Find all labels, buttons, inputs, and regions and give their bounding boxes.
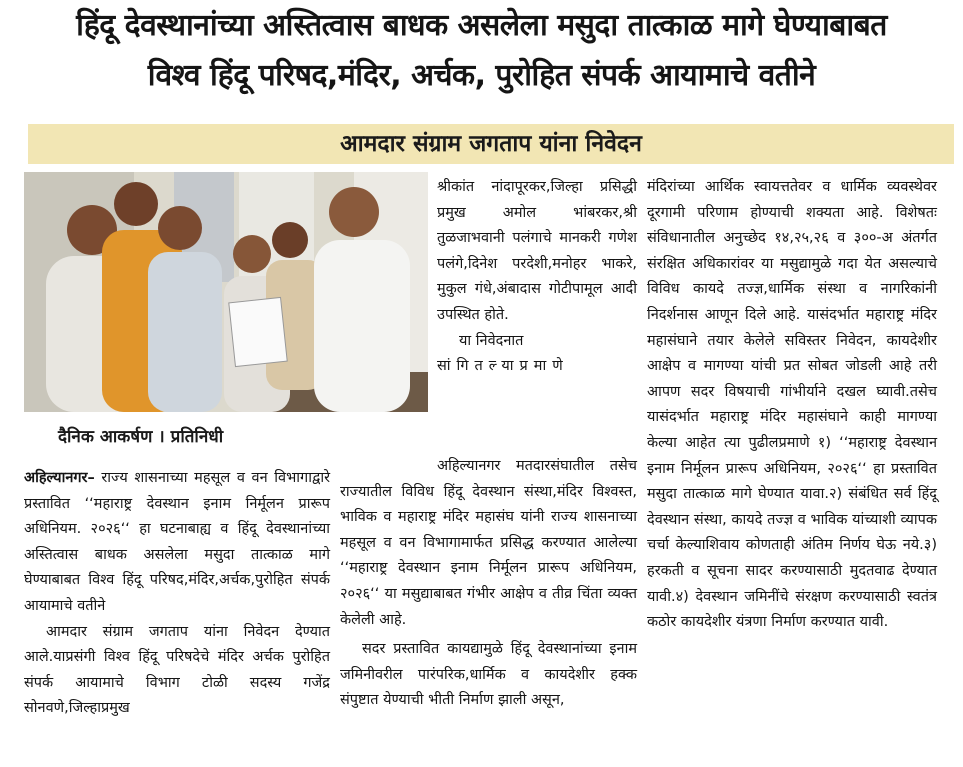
col2-paragraph-2-spaced: सांगितल्याप्रमाणे xyxy=(437,358,569,375)
article-column-2-bottom xyxy=(340,454,637,714)
article-column-2-top xyxy=(437,175,637,380)
group-photo-illustration xyxy=(24,172,428,412)
headline-line-1: हिंदू देवस्थानांच्या अस्तित्वास बाधक असलेला मसुदा तात्काळ मागे घेण्याबाबत xyxy=(76,8,887,43)
col1-paragraph-2: आमदार संग्राम जगताप यांना निवेदन देण्यात आले.याप्रसंगी विश्व हिंदू परिषदेचे मंदिर अर्चक पुरोहित संपर्क आयामाचे विभाग टोळी सदस्य गजेंद्र सोनवणे,जिल्हाप्रमुख xyxy=(24,623,330,717)
col1-paragraph-1-text: राज्य शासनाच्या महसूल व वन विभागाद्वारे प्रस्तावित ‘‘महाराष्ट्र देवस्थान इनाम निर्मूलन प्रारूप अधिनियम. २०२६‘‘ हा घटनाबाह्य व हिंदू देवस्थानांच्या अस्तित्वास बाधक असलेला मसुदा तात्काळ मागे घेण्याबाबत विश्व हिंदू परिषद,मंदिर,अर्चक,पुरोहित संपर्क आयामाचे वतीने xyxy=(24,470,331,614)
col1-paragraph-1 xyxy=(24,466,330,620)
dateline: अहिल्यानगर– xyxy=(24,470,95,486)
subheadline: आमदार संग्राम जगताप यांना निवेदन xyxy=(340,131,642,157)
news-photo xyxy=(24,172,428,412)
article-column-1 xyxy=(24,466,330,722)
subheadline-banner xyxy=(28,124,954,164)
col2-paragraph-1: श्रीकांत नांदापूरकर,जिल्हा प्रसिद्धी प्रमुख अमोल भांबरकर,श्री तुळजाभवानी पलंगाचे मानकरी गणेश पलंगे,दिनेश परदेशी,मनोहर भाकरे, मुकुल गंधे,अंबादास गोटीपामूल आदी उपस्थित होते. xyxy=(437,179,637,323)
col2-paragraph-2-rest: अहिल्यानगर मतदारसंघातील तसेच राज्यातील विविध हिंदू देवस्थान संस्था,मंदिर विश्वस्त, भाविक व महाराष्ट्र मंदिर महासंघ यांनी राज्य शासनाच्या महसूल व वन विभागामार्फत प्रसिद्ध करण्यात आलेल्या ‘‘महाराष्ट्र देवस्थान इनाम निर्मूलन प्रारूप अधिनियम, २०२६‘‘ या मसुद्याबाबत गंभीर आक्षेप व तीव्र चिंता व्यक्त केलेली आहे. xyxy=(340,458,637,628)
col3-paragraph-1: मंदिरांच्या आर्थिक स्वायत्ततेवर व धार्मिक व्यवस्थेवर दूरगामी परिणाम होण्याची शक्यता आहे. विशेषतः संविधानातील अनुच्छेद १४,२५,२६ व ३००-अ अंतर्गत संरक्षित अधिकारांवर या मसुद्यामुळे गदा येत असल्याचे विविध कायदे तज्ज्ञ,धार्मिक संस्था व नागरिकांनी निदर्शनास आणून दिले आहे. यासंदर्भात महाराष्ट्र मंदिर महासंघाने तयार केलेले सविस्तर निवेदन, कायदेशीर आक्षेप व मागण्या यांची प्रत सोबत जोडली आहे तरी आपण सदर विषयाची गांभीर्याने दखल घ्यावी.तसेच यासंदर्भात महाराष्ट्र मंदिर महासंघाने काही मागण्या केल्या आहेत त्या पुढीलप्रमाणे १) ‘‘महाराष्ट्र देवस्थान इनाम निर्मूलन प्रारूप अधिनियम, २०२६‘‘ हा प्रस्तावित मसुदा तात्काळ मागे घेण्यात यावा.२) संबंधित सर्व हिंदू देवस्थान संस्था, कायदे तज्ज्ञ व भाविक यांच्याशी व्यापक चर्चा केल्याशिवाय कोणताही अंतिम निर्णय घेऊ नये.३) हरकती व सूचना सादर करण्यासाठी मुदतवाढ देण्यात यावी.४) देवस्थान जमिनींचे संरक्षण करण्यासाठी स्वतंत्र कठोर कायदेशीर यंत्रणा निर्माण करण्यात यावी. xyxy=(647,179,937,631)
col2-paragraph-3: सदर प्रस्तावित कायद्यामुळे हिंदू देवस्थानांच्या इनाम जमिनीवरील पारंपरिक,धार्मिक व कायदेशीर हक्क संपुष्टात येण्याची भीती निर्माण झाली असून, xyxy=(340,641,637,709)
article-column-3 xyxy=(647,175,937,636)
headline-line-2: विश्व हिंदू परिषद,मंदिर, अर्चक, पुरोहित संपर्क आयामाचे वतीने xyxy=(147,58,816,93)
col2-paragraph-2-start: या निवेदनात xyxy=(459,332,524,349)
photo-credit: दैनिक आकर्षण । प्रतिनिधी xyxy=(58,427,224,447)
